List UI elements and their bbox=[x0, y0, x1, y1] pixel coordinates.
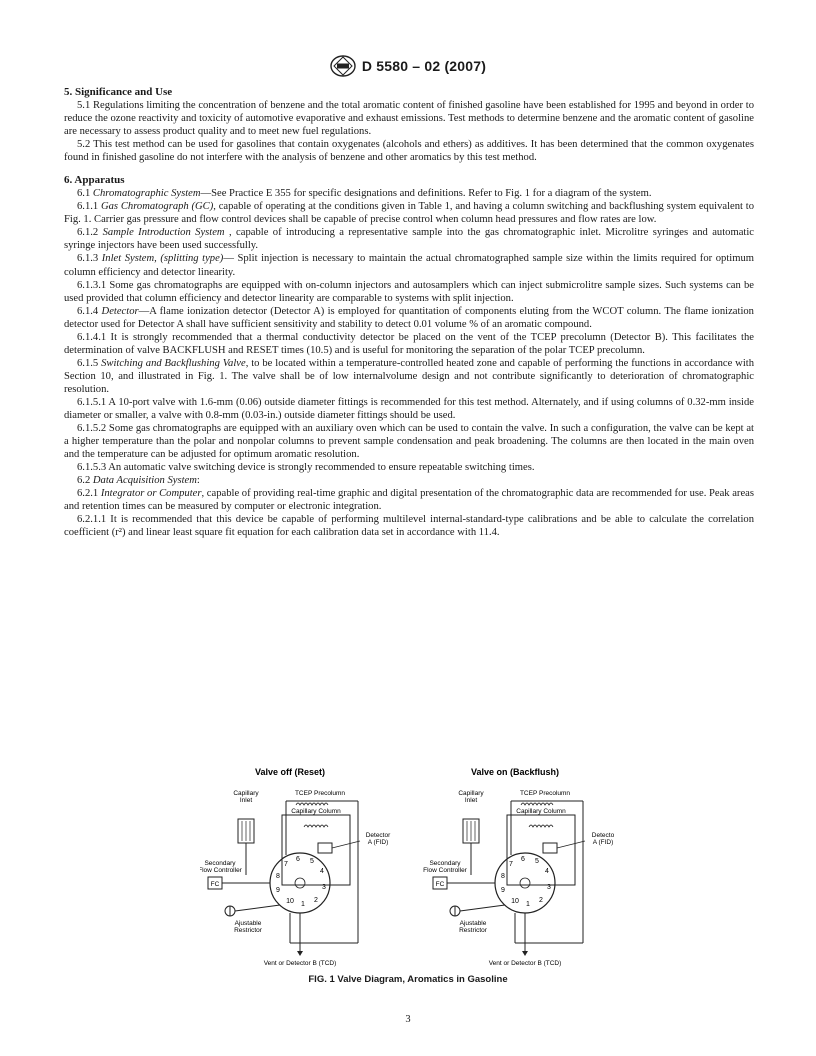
diagram-label: A (FID) bbox=[592, 839, 614, 846]
diagram-label: Restrictor bbox=[459, 927, 487, 934]
diagram-label: Capillary Column bbox=[291, 808, 341, 815]
diagram-label: Detector bbox=[365, 832, 391, 839]
svg-text:1: 1 bbox=[301, 901, 305, 908]
svg-text:10: 10 bbox=[511, 898, 519, 905]
svg-text:3: 3 bbox=[547, 884, 551, 891]
valve-on-panel bbox=[423, 767, 614, 967]
diagram-label: Secondary bbox=[204, 860, 236, 867]
paragraph: 6.2.1 Integrator or Computer, capable of providing real-time graphic and digital presentation of the chromatographic data are recommended for use. Peak areas and retention times can be measured by computer or electronic integration. bbox=[64, 488, 754, 513]
paragraph: 5.1 Regulations limiting the concentration of benzene and the total aromatic content of finished gasoline have been established for 1995 and beyond in order to reduce the ozone reactivity and toxicity of automotive evaporative and exhaust emissions. Test methods to determine benzene and the aromatic content of gasoline are necessary to assess product quality and to meet new fuel regulations. bbox=[64, 100, 754, 138]
diagram-label: A (FID) bbox=[367, 839, 389, 846]
svg-text:8: 8 bbox=[501, 873, 505, 880]
paragraph: 6.2 Data Acquisition System: bbox=[77, 475, 200, 487]
paragraph: 6.1.5.3 An automatic valve switching device is strongly recommended to ensure repeatable switching times. bbox=[77, 462, 535, 474]
valve-diagram-figure bbox=[200, 765, 620, 985]
diagram-label: Detecto bbox=[591, 832, 615, 839]
diagram-label: Vent or Detector B (TCD) bbox=[263, 960, 337, 967]
diagram-label: Ajustable bbox=[459, 920, 487, 927]
valve-diagram bbox=[200, 765, 620, 985]
svg-text:4: 4 bbox=[320, 868, 324, 875]
diagram-label: FC bbox=[435, 881, 445, 888]
diagram-label: Inlet bbox=[239, 797, 253, 804]
paragraph: 5.2 This test method can be used for gasolines that contain oxygenates (alcohols and ethers) as additives. It has been determined that the common oxygenates found in finished gasoline do not interfere with the analysis of benzene and other aromatics by this test method. bbox=[64, 139, 754, 164]
svg-text:3: 3 bbox=[322, 884, 326, 891]
paragraph: 6.1.4.1 It is strongly recommended that a thermal conductivity detector be placed on the vent of the TCEP precolumn (Detector B). This facilitates the determination of valve BACKFLUSH and RESET times (10.5) and is useful for monitoring the separation of the polar TCEP precolumn. bbox=[64, 331, 754, 356]
paragraph: 6.1.3.1 Some gas chromatographs are equipped with on-column injectors and autosamplers which can inject submicrolitre sample sizes. Such systems can be used provided that column efficiency and detector linearity are comparable to systems with split injection. bbox=[64, 279, 754, 304]
paragraph: 6.1.3 Inlet System, (splitting type)— Split injection is necessary to maintain the actual chromatographed sample size within the limits required for optimum column efficiency and detector linearity. bbox=[64, 253, 754, 278]
diagram-label: Flow Controller bbox=[423, 867, 467, 874]
svg-text:2: 2 bbox=[539, 897, 543, 904]
diagram-label: TCEP Precolumn bbox=[519, 790, 571, 797]
diagram-label: TCEP Precolumn bbox=[294, 790, 346, 797]
section-heading: 6. Apparatus bbox=[64, 174, 125, 187]
valve-off-panel bbox=[200, 767, 391, 967]
section-heading: 5. Significance and Use bbox=[64, 86, 173, 98]
paragraph: 6.2.1.1 It is recommended that this device be capable of performing multilevel internal-standard-type calibrations and be able to calculate the correlation coefficient (r²) and linear least square fit equation for each calibration data set in accordance with 11.4. bbox=[64, 514, 754, 539]
panel-title: Valve on (Backflush) bbox=[470, 767, 560, 777]
paragraph: 6.1 Chromatographic System—See Practice E 355 for specific designations and definitions. Refer to Fig. 1 for a diagram of the system. bbox=[77, 188, 652, 200]
diagram-label: FC bbox=[210, 881, 220, 888]
page-number: 3 bbox=[405, 1014, 411, 1025]
diagram-label: Capillary bbox=[458, 790, 484, 797]
page-header bbox=[0, 55, 816, 82]
paragraph: 6.1.2 Sample Introduction System , capable of introducing a representative sample into the gas chromatographic inlet. Microlitre syringes and automatic syringe injectors have been used successfully. bbox=[64, 227, 754, 252]
svg-text:5: 5 bbox=[535, 858, 539, 865]
svg-text:9: 9 bbox=[276, 887, 280, 894]
svg-text:1: 1 bbox=[526, 901, 530, 908]
diagram-label: Restrictor bbox=[234, 927, 262, 934]
figure-caption: FIG. 1 Valve Diagram, Aromatics in Gasoline bbox=[308, 974, 508, 985]
svg-text:10: 10 bbox=[286, 898, 294, 905]
svg-text:4: 4 bbox=[545, 868, 549, 875]
paragraph: 6.1.5.2 Some gas chromatographs are equipped with an auxiliary oven which can be used to contain the valve. In such a configuration, the valve can be kept at a higher temperature than the polar and nonpolar columns to prevent sample condensation and peak broadening. The columns are then located in the main oven and the temperature can be adjusted for optimum aromatic resolution. bbox=[64, 423, 754, 461]
svg-text:6: 6 bbox=[521, 856, 525, 863]
svg-text:2: 2 bbox=[314, 897, 318, 904]
document-designation: D 5580 – 02 (2007) bbox=[361, 58, 487, 74]
paragraph: 6.1.5 Switching and Backflushing Valve, to be located within a temperature-controlled heated zone and capable of performing the functions in accordance with Section 10, and illustrated in Fig. 1. The valve shall be of low internalvolume design and not contribute significantly to deterioration of chromatographic resolution. bbox=[64, 357, 755, 395]
svg-text:7: 7 bbox=[509, 861, 513, 868]
document-body bbox=[64, 86, 754, 540]
diagram-label: Ajustable bbox=[234, 920, 262, 927]
diagram-label: Capillary bbox=[233, 790, 259, 797]
diagram-label: Vent or Detector B (TCD) bbox=[488, 960, 562, 967]
svg-text:5: 5 bbox=[310, 858, 314, 865]
svg-text:6: 6 bbox=[296, 856, 300, 863]
diagram-label: Capillary Column bbox=[516, 808, 566, 815]
paragraph: 6.1.1 Gas Chromatograph (GC), capable of operating at the conditions given in Table 1, and having a column switching and backflushing system equivalent to Fig. 1. Carrier gas pressure and flow control devices shall be capable of precise control when column head pressures and flow rates are low. bbox=[64, 201, 754, 226]
astm-logo-icon bbox=[330, 55, 356, 77]
svg-text:8: 8 bbox=[276, 873, 280, 880]
svg-text:7: 7 bbox=[284, 861, 288, 868]
svg-text:9: 9 bbox=[501, 887, 505, 894]
paragraph: 6.1.5.1 A 10-port valve with 1.6-mm (0.06) outside diameter fittings is recommended for this test method. Alternately, and if using columns of 0.32-mm inside diameter or smaller, a valve with 0.8-mm (0.03-in.) outside diameter fittings should be used. bbox=[64, 396, 754, 422]
diagram-label: Inlet bbox=[464, 797, 478, 804]
diagram-label: Secondary bbox=[429, 860, 461, 867]
diagram-label: Flow Controller bbox=[200, 867, 242, 874]
paragraph: 6.1.4 Detector—A flame ionization detector (Detector A) is employed for quantitation of components eluting from the WCOT column. The flame ionization detector used for Detector A shall have sufficient sensitivity and stability to detect 0.01 volume % of an aromatic compound. bbox=[64, 305, 754, 330]
panel-title: Valve off (Reset) bbox=[254, 767, 326, 777]
